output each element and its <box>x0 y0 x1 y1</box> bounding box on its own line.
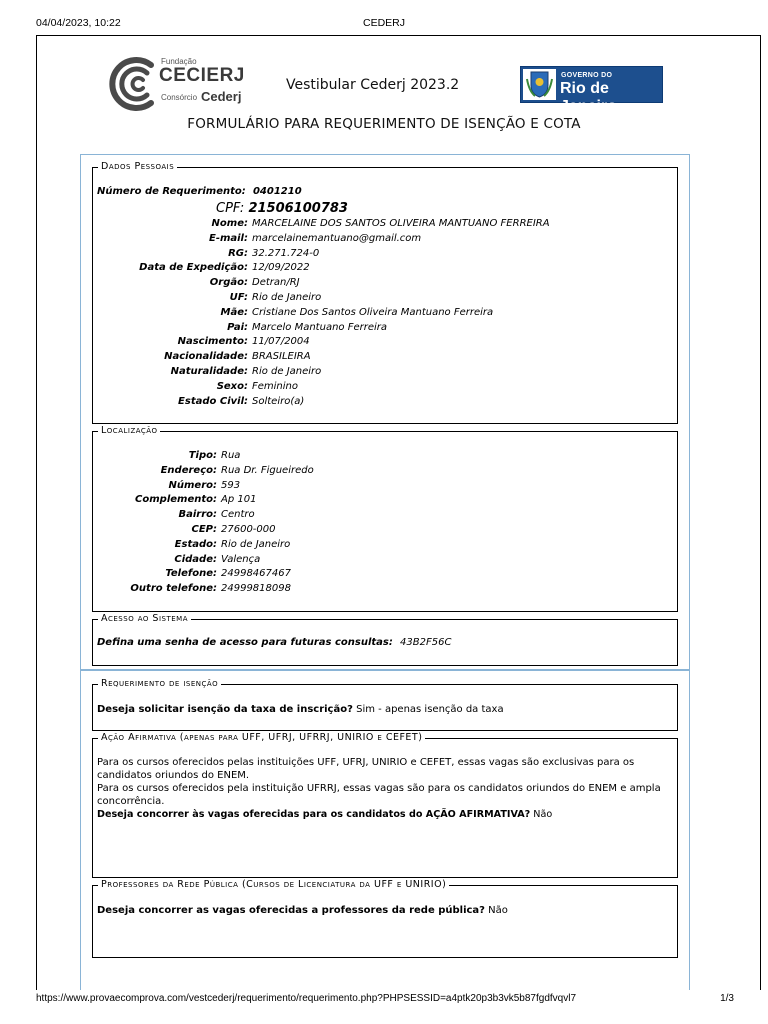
field-value: 12/09/2022 <box>252 262 310 274</box>
cecierj-logo <box>106 56 256 114</box>
acesso-row <box>97 637 657 651</box>
field-row <box>0 539 768 553</box>
field-label: Nascimento: <box>177 336 248 348</box>
field-row <box>0 248 768 262</box>
field-row <box>0 351 768 365</box>
field-label: UF: <box>229 292 248 303</box>
form-title: FORMULÁRIO PARA REQUERIMENTO DE ISENÇÃO E COTA <box>187 116 581 132</box>
field-row <box>0 494 768 508</box>
logo-fundacao: Fundação <box>161 57 197 66</box>
logo-cederj: Cederj <box>201 89 242 104</box>
field-value: MARCELAINE DOS SANTOS OLIVEIRA MANTUANO FERREIRA <box>252 218 550 229</box>
isencao-row <box>97 703 667 716</box>
gov-badge-top: GOVERNO DO <box>561 72 613 79</box>
field-row <box>0 218 768 232</box>
field-label: Orgão: <box>209 277 248 289</box>
acao-afirmativa-question: Deseja concorrer às vagas oferecidas para os candidatos do AÇÃO AFIRMATIVA? <box>97 809 531 820</box>
field-label: Endereço: <box>160 464 217 476</box>
field-value: Solteiro(a) <box>252 395 305 407</box>
field-value: Rio de Janeiro <box>252 292 322 303</box>
rio-coat-of-arms-icon <box>523 69 556 100</box>
field-label: Mãe: <box>220 306 248 318</box>
field-row <box>0 262 768 276</box>
professores-section <box>92 880 678 958</box>
professores-answer: Não <box>488 905 508 916</box>
field-label: Nacionalidade: <box>164 351 248 363</box>
field-row <box>0 524 768 538</box>
field-label: Bairro: <box>178 509 217 521</box>
acao-afirmativa-para2: Para os cursos oferecidos pela instituição UFRRJ, essas vagas são para os candidatos oriundos do ENEM e ampla concorrência. <box>97 783 661 807</box>
print-page-number: 1/3 <box>720 993 734 1004</box>
field-value: 11/07/2004 <box>252 336 310 348</box>
field-label: E-mail: <box>208 232 248 244</box>
print-url: https://www.provaecomprova.com/vestcederj/requerimento/requerimento.php?PHPSESSID=a4ptk20p3b3vk5b87fgdfvqvl7 <box>36 993 577 1004</box>
field-value: marcelainemantuano@gmail.com <box>252 232 422 244</box>
field-label: Data de Expedição: <box>139 262 248 274</box>
field-row <box>0 554 768 568</box>
field-row <box>0 322 768 336</box>
field-row <box>0 336 768 350</box>
requerimento-number-row <box>97 186 497 200</box>
acao-afirmativa-para1: Para os cursos oferecidos pelas instituições UFF, UFRJ, UNIRIO e CEFET, essas vagas são exclusivas para os candidatos oriundos do ENEM. <box>97 757 635 781</box>
field-value: Rua Dr. Figueiredo <box>221 464 314 476</box>
requerimento-value: 0401210 <box>252 186 302 197</box>
cpf-label: CPF: <box>216 201 245 216</box>
isencao-legend: Requerimento de isenção <box>101 678 219 689</box>
cpf-row <box>216 201 348 216</box>
professores-row <box>97 904 667 917</box>
cecierj-logo-mark <box>106 56 160 112</box>
field-label: Estado: <box>174 538 217 550</box>
field-row <box>0 450 768 464</box>
field-row <box>0 233 768 247</box>
field-label: Telefone: <box>165 568 217 580</box>
field-label: Naturalidade: <box>170 366 248 377</box>
field-label: Outro telefone: <box>130 583 217 595</box>
logo-cecierj: CECIERJ <box>159 65 245 86</box>
acesso-legend: Acesso ao Sistema <box>101 613 188 624</box>
print-header <box>0 17 768 31</box>
field-label: Cidade: <box>174 553 217 565</box>
field-label: CEP: <box>191 524 217 535</box>
cpf-value: 21506100783 <box>248 201 348 216</box>
field-value: 27600-000 <box>221 524 276 535</box>
field-row <box>0 465 768 479</box>
field-value: Rua <box>221 450 241 461</box>
field-value: Valença <box>221 553 261 565</box>
field-row <box>0 583 768 597</box>
acesso-password-value: 43B2F56C <box>400 637 452 648</box>
field-label: Nome: <box>211 218 248 229</box>
isencao-answer: Sim - apenas isenção da taxa <box>356 704 504 715</box>
field-value: Rio de Janeiro <box>221 538 291 550</box>
field-row <box>0 366 768 380</box>
field-value: BRASILEIRA <box>252 351 311 363</box>
field-value: 593 <box>221 479 241 491</box>
dados-pessoais-legend: Dados Pessoais <box>101 161 175 172</box>
field-label: Estado Civil: <box>178 395 248 407</box>
field-row <box>0 277 768 291</box>
field-label: Pai: <box>227 321 248 333</box>
field-row <box>0 568 768 582</box>
field-label: Complemento: <box>135 494 217 506</box>
print-footer <box>0 993 768 1007</box>
print-site-title: CEDERJ <box>362 17 405 29</box>
logo-consorcio: Consórcio <box>161 93 198 102</box>
field-value: Marcelo Mantuano Ferreira <box>252 321 388 333</box>
field-label: Sexo: <box>216 380 248 392</box>
field-row <box>0 292 768 306</box>
acesso-label: Defina uma senha de acesso para futuras consultas: <box>97 637 393 648</box>
field-row <box>0 307 768 321</box>
field-value: Detran/RJ <box>252 277 300 289</box>
field-row <box>0 480 768 494</box>
field-value: 24998467467 <box>221 568 291 580</box>
professores-question: Deseja concorrer as vagas oferecidas a professores da rede pública? <box>97 905 485 916</box>
acao-afirmativa-legend: Ação Afirmativa (apenas para UFF, UFRJ, UFRRJ, UNIRIO e CEFET) <box>101 732 423 743</box>
requerimento-label: Número de Requerimento: <box>97 186 246 197</box>
field-value: Centro <box>221 509 255 521</box>
isencao-question: Deseja solicitar isenção da taxa de inscrição? <box>97 704 353 715</box>
gov-badge-main: Rio de Janeiro <box>560 80 617 115</box>
field-value: 24999818098 <box>221 583 291 595</box>
field-value: 32.271.724-0 <box>252 247 320 259</box>
field-value: Rio de Janeiro <box>252 366 322 377</box>
gov-rio-badge <box>520 66 663 115</box>
acao-afirmativa-row <box>97 808 667 821</box>
acao-afirmativa-answer: Não <box>533 809 553 820</box>
professores-legend: Professores da Rede Pública (Cursos de Licenciatura da UFF e UNIRIO) <box>101 879 447 890</box>
field-label: Tipo: <box>188 450 217 461</box>
field-label: RG: <box>228 247 248 259</box>
field-row <box>0 509 768 523</box>
field-value: Ap 101 <box>221 494 257 506</box>
field-row <box>0 381 768 395</box>
field-row <box>0 396 768 410</box>
field-value: Feminino <box>252 380 298 392</box>
document-title: Vestibular Cederj 2023.2 <box>286 77 460 93</box>
field-value: Cristiane Dos Santos Oliveira Mantuano Ferreira <box>252 306 494 318</box>
localizacao-legend: Localização <box>101 425 158 436</box>
field-label: Número: <box>168 479 217 491</box>
print-datetime: 04/04/2023, 10:22 <box>36 17 121 29</box>
